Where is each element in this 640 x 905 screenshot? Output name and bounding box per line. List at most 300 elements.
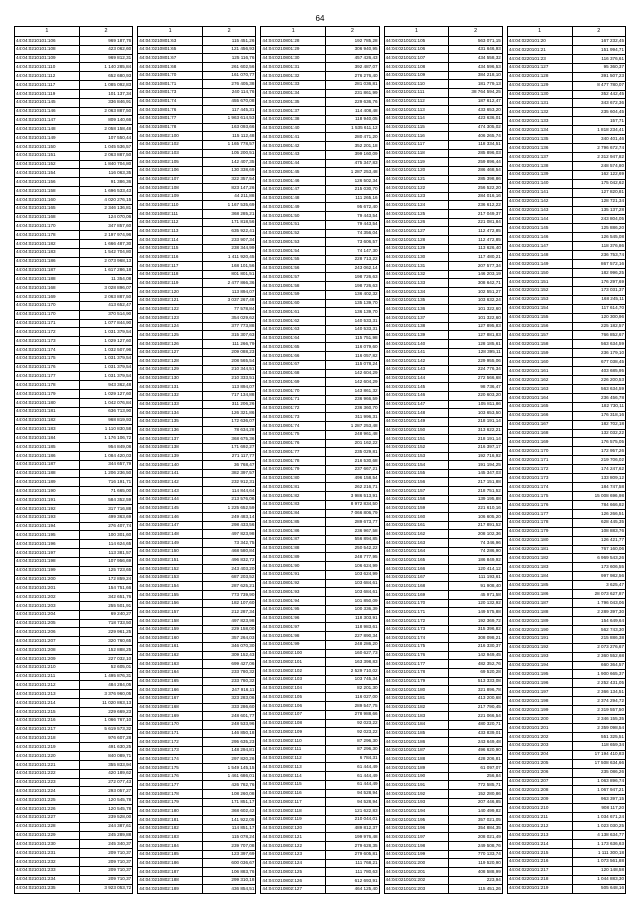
cadastral-value-cell: 243 403,20 — [231, 565, 255, 571]
cadastral-value-cell: 562 743,30 — [601, 626, 625, 632]
table-row — [138, 608, 255, 617]
cadastral-value-cell: 259 896,44 — [477, 158, 501, 164]
table-row — [385, 522, 502, 531]
cadastral-number-cell: 44:04:0210802:123 — [261, 851, 326, 859]
cadastral-number-cell: 44:04:0210802:113 — [261, 763, 326, 771]
cadastral-number-cell: 44:04:0210101:168 — [385, 582, 450, 590]
table-row — [508, 626, 625, 635]
cadastral-value-cell: 116 057,82 — [354, 352, 378, 358]
table-row — [15, 381, 132, 390]
cadastral-number-cell: 44:04:0210101:191 — [385, 781, 450, 789]
cadastral-number-cell: 44:04:0210101:227 — [15, 814, 80, 822]
cadastral-number-cell: 44:04:0210101:147 — [385, 401, 450, 409]
table-row — [138, 63, 255, 72]
cadastral-value-cell: 311 206,26 — [231, 401, 255, 407]
cadastral-value-cell: 969 187,76 — [108, 37, 132, 43]
table-block — [507, 26, 626, 894]
cadastral-value-cell: 352 201,18 — [354, 142, 378, 148]
table-row — [138, 470, 255, 479]
cadastral-number-cell: 44:04:0210101:141 — [385, 349, 450, 357]
cadastral-number-cell: 44:04:0220101:131 — [508, 99, 573, 107]
cadastral-number-cell: 44:04:0220101:193 — [508, 653, 573, 661]
cadastral-number-cell: 44:04:0210801:89 — [261, 553, 326, 561]
cadastral-number-cell: 44:04:0210101:145 — [385, 383, 450, 391]
cadastral-value-cell: 117 480,21 — [478, 253, 501, 259]
cadastral-value-cell: 71 665,00 — [110, 487, 132, 493]
cadastral-number-cell: 44:04:0210101:202 — [385, 877, 450, 885]
table-row — [385, 885, 502, 893]
table-row — [261, 448, 378, 457]
cadastral-value-cell: 152 280,86 — [477, 790, 501, 796]
table-row — [15, 496, 132, 505]
table-row — [508, 599, 625, 608]
table-row — [508, 349, 625, 358]
cadastral-number-cell: 44:04:0210101:229 — [15, 832, 80, 840]
cadastral-number-cell: 44:04:0210101:181 — [15, 408, 80, 416]
table-row — [385, 158, 502, 167]
cadastral-value-cell: 1 085 092,83 — [104, 81, 132, 87]
cadastral-value-cell: 112 472,85 — [478, 236, 501, 242]
table-row — [138, 695, 255, 704]
cadastral-value-cell: 496 832,72 — [231, 556, 255, 562]
cadastral-value-cell: 497 823,98 — [231, 530, 255, 536]
cadastral-value-cell: 106 605,20 — [477, 513, 501, 519]
cadastral-value-cell: 248 601,77 — [231, 712, 255, 718]
table-block — [14, 26, 133, 894]
cadastral-value-cell: 1 029 127,60 — [104, 390, 132, 396]
table-row — [15, 152, 132, 161]
cadastral-number-cell: 44:04:0220101:144 — [508, 215, 573, 223]
table-header — [138, 27, 255, 37]
table-row — [138, 755, 255, 764]
cadastral-value-cell: 968 819,93 — [108, 417, 132, 423]
cadastral-number-cell: 44:04:0210101:230 — [15, 840, 80, 848]
cadastral-number-cell: 44:04:0210801:84 — [261, 510, 326, 518]
table-row — [261, 265, 378, 274]
table-row — [385, 877, 502, 886]
cadastral-number-cell: 44:04:0210101:199 — [385, 851, 450, 859]
cadastral-number-cell: 44:04:0220101:173 — [508, 474, 573, 482]
cadastral-number-cell: 44:04:0220101:127 — [508, 64, 573, 72]
table-row — [385, 807, 502, 816]
cadastral-value-cell: 489 812,37 — [354, 825, 378, 831]
cadastral-number-cell: 44:04:0210101:226 — [15, 805, 80, 813]
cadastral-number-cell: 44:04:0220101:179 — [508, 528, 573, 536]
table-row — [261, 562, 378, 571]
table-row — [385, 271, 502, 280]
cadastral-number-cell: 44:04:0210802:157 — [138, 608, 203, 616]
cadastral-number-cell: 44:04:0210802:110 — [261, 737, 326, 745]
table-row — [385, 54, 502, 63]
cadastral-value-cell: 73 606,57 — [357, 238, 378, 244]
cadastral-number-cell: 44:04:0220101:128 — [508, 73, 573, 81]
cadastral-number-cell: 44:04:0220101:151 — [508, 278, 573, 286]
table-row — [261, 763, 378, 772]
table-row — [385, 487, 502, 496]
table-row — [138, 582, 255, 591]
table-row — [385, 712, 502, 721]
cadastral-value-cell: 101 137,34 — [108, 90, 132, 96]
cadastral-number-cell: 44:04:0210801:74 — [261, 422, 326, 430]
cadastral-value-cell: 1 461 686,01 — [227, 773, 255, 779]
cadastral-number-cell: 44:04:0210802:154 — [138, 582, 203, 590]
cadastral-value-cell: 87 296,30 — [357, 737, 378, 743]
table-row — [15, 108, 132, 117]
cadastral-number-cell: 44:04:0220101:207 — [508, 778, 573, 786]
table-row — [138, 236, 255, 245]
cadastral-value-cell: 140 533,31 — [354, 326, 378, 332]
table-row — [138, 245, 255, 254]
table-header — [385, 27, 502, 37]
cadastral-value-cell: 297 820,26 — [231, 756, 255, 761]
cadastral-number-cell: 44:04:0220101:159 — [508, 349, 573, 357]
cadastral-number-cell: 44:04:0210101:154 — [15, 169, 80, 177]
cadastral-value-cell: 217 151,88 — [477, 479, 501, 484]
cadastral-value-cell: 248 533,96 — [231, 721, 255, 727]
cadastral-number-cell: 44:04:0220101:147 — [508, 242, 573, 250]
cadastral-number-cell: 44:04:0210101:203 — [15, 602, 80, 610]
cadastral-number-cell: 44:04:0210101:136 — [385, 305, 450, 313]
table-row — [15, 620, 132, 629]
cadastral-value-cell: 229 158,00 — [231, 626, 255, 632]
table-row — [138, 539, 255, 548]
table-row — [385, 418, 502, 427]
table-row — [138, 288, 255, 297]
cadastral-number-cell: 44:04:0220101:146 — [508, 233, 573, 241]
cadastral-number-cell: 44:04:0210101:161 — [385, 522, 450, 530]
cadastral-value-cell: 154 751,66 — [108, 584, 132, 590]
cadastral-value-cell: 142 604,29 — [354, 378, 378, 384]
table-row — [385, 106, 502, 115]
cadastral-value-cell: 116 063,35 — [108, 170, 132, 176]
cadastral-value-cell: 1 411 920,45 — [227, 253, 255, 259]
cadastral-number-cell: 44:04:0220101:195 — [508, 670, 573, 678]
cadastral-number-cell: 44:04:0210802:114 — [138, 236, 203, 244]
table-row — [261, 650, 378, 659]
cadastral-number-cell: 44:04:0210802:124 — [138, 323, 203, 331]
cadastral-value-cell: 384 218,10 — [477, 72, 501, 78]
cadastral-number-cell: 44:04:0210101:183 — [15, 425, 80, 433]
cadastral-value-cell: 216 330,37 — [477, 643, 501, 649]
cadastral-value-cell: 464 125,40 — [354, 886, 378, 892]
cadastral-number-cell: 44:04:0220101:189 — [508, 617, 573, 625]
cadastral-value-cell: 497 823,98 — [231, 617, 255, 623]
cadastral-number-cell: 44:04:0220101:129 — [508, 82, 573, 90]
table-row — [261, 475, 378, 484]
cadastral-value-cell: 352 442,45 — [601, 91, 625, 97]
table-row — [508, 438, 625, 447]
cadastral-value-cell: 119 520,90 — [478, 859, 501, 865]
table-row — [261, 317, 378, 326]
cadastral-number-cell: 44:04:0210802:132 — [138, 392, 203, 400]
cadastral-number-cell: 44:04:0210801:69 — [261, 378, 326, 386]
cadastral-value-cell: 2 529 710,02 — [350, 667, 378, 673]
cadastral-number-cell: 44:04:0210101:198 — [15, 558, 80, 566]
cadastral-value-cell: 1 111 300,18 — [597, 849, 625, 855]
cadastral-value-cell: 1 818 234,41 — [597, 126, 625, 132]
cadastral-value-cell: 772 585,71 — [477, 781, 501, 787]
table-row — [138, 807, 255, 816]
table-row — [15, 116, 132, 125]
page-number: 64 — [315, 14, 325, 23]
cadastral-number-cell: 44:04:0210101:224 — [15, 787, 80, 795]
cadastral-number-cell: 44:04:0210101:171 — [15, 320, 80, 328]
cadastral-value-cell: 1 549 145,15 — [227, 764, 255, 770]
cadastral-number-cell: 44:04:0210802:117 — [138, 262, 203, 270]
cadastral-number-cell: 44:04:0210101:175 — [385, 643, 450, 651]
cadastral-value-cell: 276 405,38 — [231, 80, 255, 86]
table-row — [385, 686, 502, 695]
cadastral-value-cell: 112 472,85 — [478, 227, 501, 233]
cadastral-number-cell: 44:04:0210101:211 — [15, 673, 80, 681]
cadastral-value-cell: 115 751,98 — [354, 335, 378, 341]
table-row — [261, 238, 378, 247]
cadastral-number-cell: 44:04:0210101:180 — [385, 686, 450, 694]
cadastral-value-cell: 767 160,06 — [601, 546, 625, 552]
table-row — [15, 726, 132, 735]
table-row — [15, 796, 132, 805]
cadastral-number-cell: 44:04:0220101:211 — [508, 813, 573, 821]
table-row — [15, 708, 132, 717]
cadastral-number-cell: 44:04:0210802:116 — [138, 253, 203, 261]
cadastral-number-cell: 44:04:0210101:179 — [385, 678, 450, 686]
table-row — [15, 284, 132, 293]
cadastral-number-cell: 44:04:0220101:142 — [508, 198, 573, 206]
cadastral-number-cell: 44:04:0210802:108 — [138, 184, 203, 192]
cadastral-number-cell: 44:04:0210101:146 — [15, 108, 80, 116]
table-row — [385, 150, 502, 159]
cadastral-number-cell: 44:04:0210101:223 — [15, 779, 80, 787]
table-header — [508, 27, 625, 37]
table-row — [385, 253, 502, 262]
cadastral-value-cell: 224 776,34 — [477, 366, 501, 372]
cadastral-value-cell: 124 070,06 — [108, 214, 132, 220]
table-row — [138, 790, 255, 799]
cadastral-value-cell: 236 967,58 — [354, 527, 378, 533]
table-body — [15, 37, 132, 893]
cadastral-value-cell: 1 963 614,53 — [227, 115, 255, 121]
cadastral-number-cell: 44:04:0210101:109 — [385, 72, 450, 80]
cadastral-number-cell: 44:04:0210802:178 — [138, 790, 203, 798]
table-row — [508, 492, 625, 501]
cadastral-value-cell: 2 366 134,51 — [597, 688, 625, 694]
table-row — [15, 470, 132, 479]
cadastral-number-cell: 44:04:0210801:65 — [261, 343, 326, 351]
cadastral-number-cell: 44:04:0210801:68 — [261, 370, 326, 378]
cadastral-value-cell: 1 067 947,21 — [597, 787, 625, 793]
cadastral-value-cell: 182 107,60 — [231, 600, 255, 606]
cadastral-number-cell: 44:04:0210101:186 — [15, 258, 80, 266]
cadastral-number-cell: 44:04:0210801:91 — [261, 571, 326, 579]
table-row — [15, 267, 132, 276]
cadastral-value-cell: 3 625,47 — [606, 581, 625, 587]
cadastral-value-cell: 182 996,25 — [601, 269, 625, 275]
table-row — [508, 608, 625, 617]
cadastral-value-cell: 233 780,32 — [231, 678, 255, 684]
cadastral-number-cell: 44:04:0210802:145 — [138, 504, 203, 512]
cadastral-number-cell: 44:04:0210101:222 — [15, 770, 80, 778]
cadastral-number-cell: 44:04:0210101:112 — [15, 72, 80, 80]
cadastral-number-cell: 44:04:0220101:186 — [508, 590, 573, 598]
cadastral-value-cell: 236 456,78 — [601, 394, 625, 400]
cadastral-number-cell: 44:04:0210802:143 — [138, 487, 203, 495]
cadastral-value-cell: 272 566,68 — [477, 375, 501, 381]
table-row — [508, 421, 625, 430]
table-row — [385, 392, 502, 401]
table-row — [138, 279, 255, 288]
cadastral-value-cell: 95 672,40 — [357, 203, 378, 209]
table-row — [138, 565, 255, 574]
table-row — [15, 81, 132, 90]
table-row — [261, 186, 378, 195]
table-row — [138, 176, 255, 185]
cadastral-value-cell: 420 189,62 — [108, 770, 132, 776]
table-row — [508, 849, 625, 858]
cadastral-number-cell: 44:04:0210801:57 — [261, 273, 326, 281]
cadastral-number-cell: 44:04:0210802:120 — [261, 825, 326, 833]
cadastral-value-cell: 120 414,12 — [477, 565, 501, 571]
table-row — [508, 430, 625, 439]
cadastral-value-cell: 1 535 611,12 — [351, 125, 378, 131]
cadastral-number-cell: 44:04:0210101:172 — [385, 617, 450, 625]
cadastral-number-cell: 44:04:0210801:95 — [261, 606, 326, 614]
cadastral-value-cell: 408 588,99 — [477, 868, 501, 874]
cadastral-number-cell: 44:04:0210802:115 — [261, 781, 326, 789]
table-row — [508, 733, 625, 742]
cadastral-number-cell: 44:04:0210101:189 — [15, 478, 80, 486]
cadastral-number-cell: 44:04:0220101:170 — [508, 447, 573, 455]
table-row — [15, 461, 132, 470]
cadastral-value-cell: 162 122,69 — [601, 171, 625, 177]
cadastral-number-cell: 44:04:0210801:52 — [261, 230, 326, 238]
cadastral-number-cell: 44:04:0210101:157 — [385, 487, 450, 495]
table-row — [508, 679, 625, 688]
table-row — [508, 617, 625, 626]
cadastral-value-cell: 232 912,31 — [231, 479, 255, 484]
cadastral-value-cell: 5 619 573,32 — [104, 726, 132, 732]
cadastral-value-cell: 74 147,30 — [357, 247, 378, 253]
cadastral-number-cell: 44:04:0220101:158 — [508, 340, 573, 348]
cadastral-value-cell: 61 097,07 — [480, 764, 501, 770]
cadastral-value-cell: 248 574,80 — [601, 162, 625, 168]
cadastral-number-cell: 44:04:0220101:178 — [508, 519, 573, 527]
table-row — [508, 528, 625, 537]
table-row — [261, 212, 378, 221]
table-row — [261, 798, 378, 807]
table-row — [261, 168, 378, 177]
cadastral-number-cell: 44:04:0210101:196 — [15, 540, 80, 548]
table-row — [508, 751, 625, 760]
cadastral-number-cell: 44:04:0210101:159 — [385, 504, 450, 512]
cadastral-value-cell: 127 895,83 — [477, 323, 501, 329]
cadastral-number-cell: 44:04:0210802:101 — [261, 658, 326, 666]
table-row — [261, 615, 378, 624]
cadastral-value-cell: 636 713,90 — [108, 408, 132, 414]
table-row — [385, 530, 502, 539]
cadastral-number-cell: 44:04:0210101:194 — [15, 523, 80, 531]
table-row — [385, 478, 502, 487]
table-row — [385, 340, 502, 349]
cadastral-number-cell: 44:04:0210802:122 — [261, 842, 326, 850]
table-row — [138, 305, 255, 314]
cadastral-number-cell: 44:04:0220101:164 — [508, 394, 573, 402]
cadastral-value-cell: 406 265,74 — [477, 132, 501, 138]
cadastral-value-cell: 1 287 253,48 — [350, 168, 378, 174]
cadastral-value-cell: 116 376,61 — [601, 55, 625, 61]
cadastral-value-cell: 111 266,79 — [232, 340, 255, 346]
table-row — [508, 501, 625, 510]
table-row — [261, 46, 378, 55]
cadastral-number-cell: 44:04:0210101:174 — [15, 346, 80, 354]
table-row — [261, 291, 378, 300]
table-row — [261, 868, 378, 877]
cadastral-value-cell: 148 294,81 — [231, 747, 255, 753]
cadastral-value-cell: 141 922,05 — [231, 816, 255, 822]
cadastral-number-cell: 44:04:0210101:213 — [15, 690, 80, 698]
table-row — [385, 825, 502, 834]
cadastral-value-cell: 357 021,05 — [477, 816, 501, 822]
cadastral-value-cell: 823 147,26 — [231, 184, 255, 190]
table-row — [508, 786, 625, 795]
cadastral-value-cell: 15 008 696,98 — [594, 492, 625, 498]
cadastral-number-cell: 44:04:0210802:146 — [138, 513, 203, 521]
table-row — [508, 189, 625, 198]
cadastral-value-cell: 181 779,13 — [477, 80, 501, 86]
cadastral-value-cell: 2 197 974,96 — [104, 231, 132, 237]
table-row — [15, 452, 132, 461]
cadastral-number-cell: 44:04:0220101:215 — [508, 849, 573, 857]
cadastral-value-cell: 250 542,22 — [354, 545, 378, 551]
table-row — [138, 340, 255, 349]
cadastral-number-cell: 44:04:0210802:109 — [138, 193, 203, 201]
table-row — [261, 728, 378, 737]
cadastral-value-cell: 216 530,68 — [354, 457, 378, 463]
cadastral-number-cell: 44:04:0210101:142 — [385, 357, 450, 365]
cadastral-value-cell: 413 200,68 — [477, 695, 501, 701]
table-row — [15, 752, 132, 761]
cadastral-value-cell: 115 078,24 — [231, 833, 255, 839]
cadastral-number-cell: 44:04:0220101:162 — [508, 376, 573, 384]
cadastral-number-cell: 44:04:0210802:138 — [138, 444, 203, 452]
cadastral-number-cell: 44:04:0220101:187 — [508, 599, 573, 607]
cadastral-value-cell: 1 287 253,48 — [350, 422, 378, 428]
table-row — [385, 288, 502, 297]
cadastral-number-cell: 44:04:0220101:208 — [508, 786, 573, 794]
cadastral-value-cell: 103 745,34 — [354, 676, 378, 682]
cadastral-number-cell: 44:04:0210802:108 — [261, 720, 326, 728]
cadastral-number-cell: 44:04:0210101:183 — [15, 249, 80, 257]
table-row — [138, 444, 255, 453]
cadastral-number-cell: 44:04:0210802:140 — [138, 461, 203, 469]
table-row — [385, 349, 502, 358]
cadastral-value-cell: 3 376 960,05 — [104, 690, 132, 696]
cadastral-number-cell: 44:04:0210101:232 — [15, 858, 80, 866]
cadastral-number-cell: 44:04:0210801:94 — [261, 597, 326, 605]
table-row — [385, 323, 502, 332]
table-body — [508, 37, 625, 893]
cadastral-number-cell: 44:04:0210801:64 — [261, 335, 326, 343]
table-row — [15, 161, 132, 170]
table-row — [261, 518, 378, 527]
cadastral-value-cell: 239 707,08 — [231, 842, 255, 848]
table-row — [385, 617, 502, 626]
table-row — [508, 706, 625, 715]
cadastral-value-cell: 1 206 236,50 — [104, 470, 132, 476]
cadastral-value-cell: 403 685,95 — [601, 367, 625, 373]
cadastral-number-cell: 44:04:0210101:149 — [15, 134, 80, 142]
table-row — [138, 461, 255, 470]
cadastral-number-cell: 44:04:0210101:216 — [15, 717, 80, 725]
